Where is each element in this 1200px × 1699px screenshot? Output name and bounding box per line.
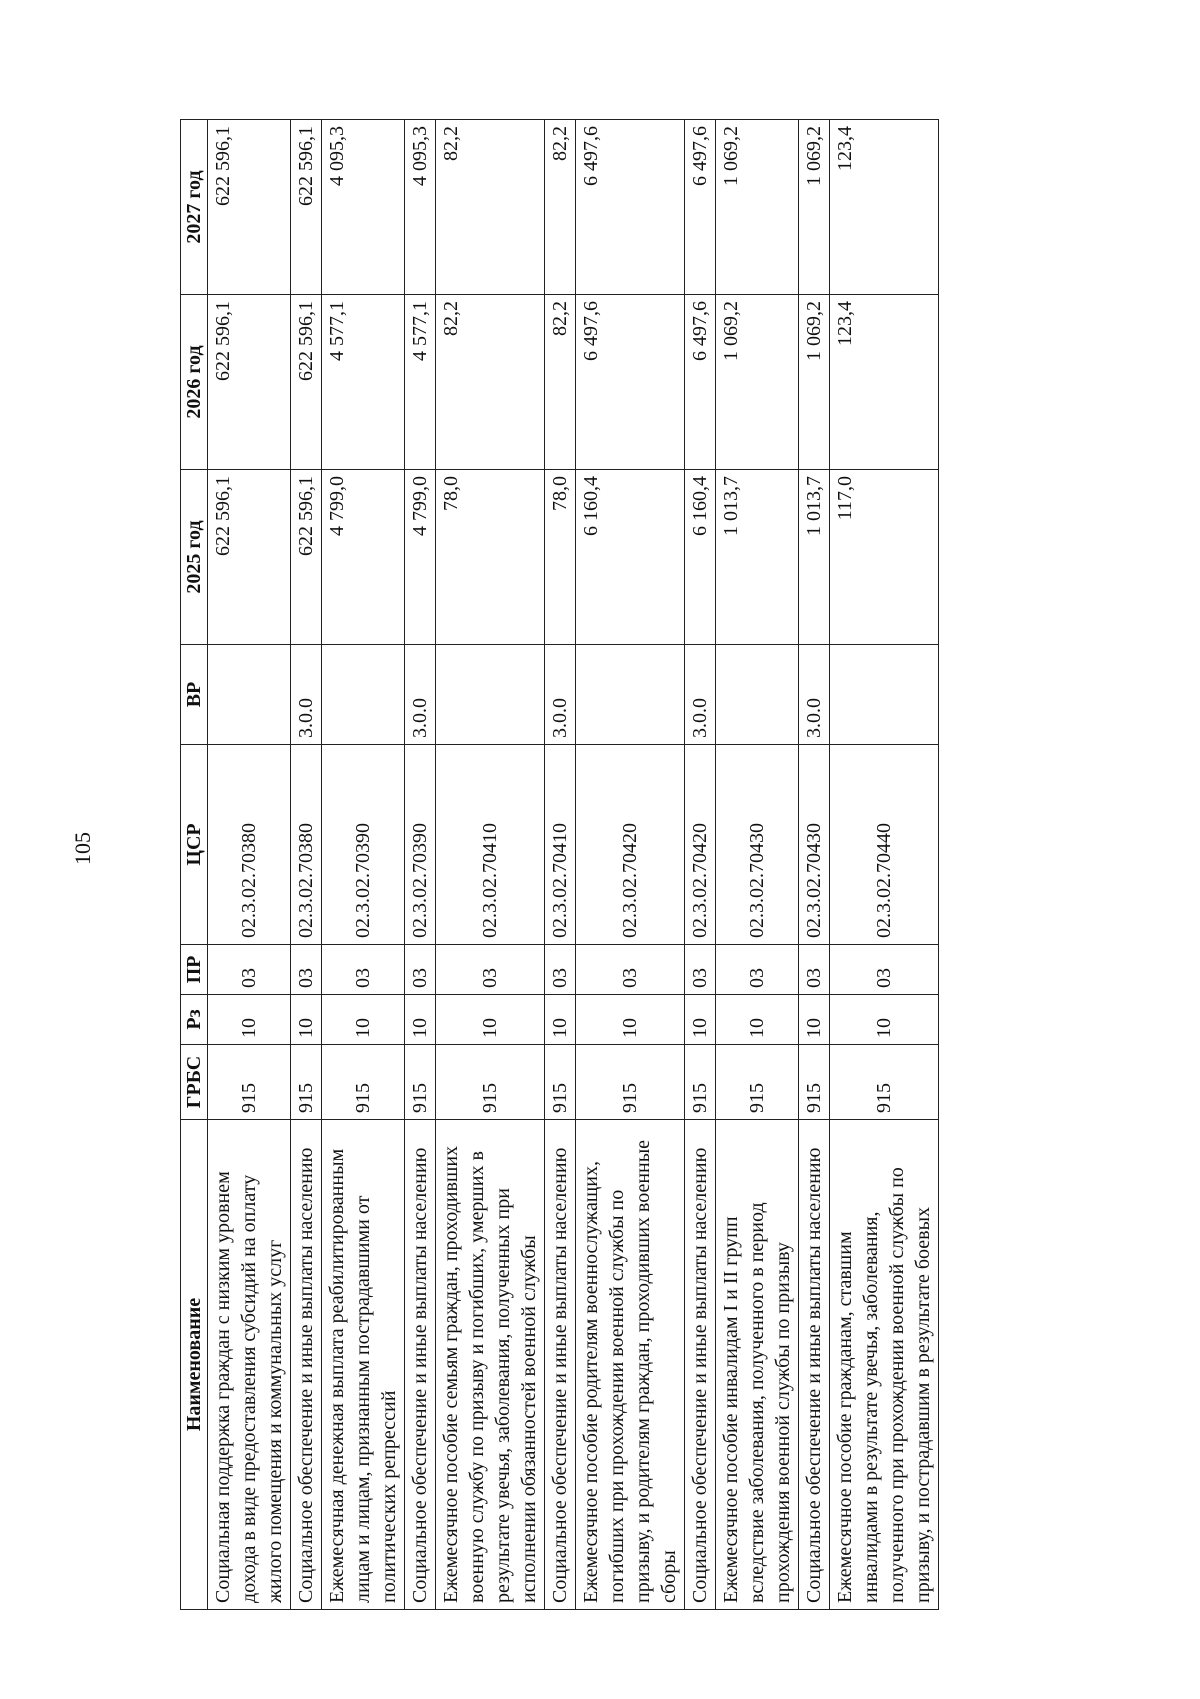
cell-pr: 03	[545, 945, 576, 995]
cell-vr	[436, 645, 545, 745]
cell-pr: 03	[322, 945, 405, 995]
cell-rz: 10	[322, 995, 405, 1045]
cell-pr: 03	[685, 945, 716, 995]
cell-grbs: 915	[436, 1045, 545, 1120]
table-row	[291, 120, 322, 1610]
cell-2025: 1 013,7	[716, 470, 799, 645]
table-row	[436, 120, 545, 1610]
cell-csr: 02.3.02.70380	[291, 745, 322, 945]
cell-grbs: 915	[405, 1045, 436, 1120]
table-row	[545, 120, 576, 1610]
cell-rz: 10	[576, 995, 685, 1045]
table-body	[208, 120, 939, 1610]
budget-table	[180, 119, 939, 1610]
cell-grbs: 915	[208, 1045, 291, 1120]
cell-csr: 02.3.02.70440	[830, 745, 939, 945]
cell-name: Социальное обеспечение и иные выплаты населению	[685, 1120, 716, 1610]
cell-name: Ежемесячная денежная выплата реабилитированным лицам и лицам, признанным пострадавшими от политических репрессий	[322, 1120, 405, 1610]
header-2026: 2026 год	[181, 295, 208, 470]
cell-grbs: 915	[830, 1045, 939, 1120]
cell-pr: 03	[830, 945, 939, 995]
cell-pr: 03	[436, 945, 545, 995]
table-header-row	[181, 120, 208, 1610]
cell-2025: 1 013,7	[799, 470, 830, 645]
cell-name: Ежемесячное пособие родителям военнослужащих, погибших при прохождении военной службы по призыву, и родителям граждан, проходивших военные сборы	[576, 1120, 685, 1610]
table-row	[208, 120, 291, 1610]
cell-2027: 123,4	[830, 120, 939, 295]
header-2025: 2025 год	[181, 470, 208, 645]
cell-vr	[716, 645, 799, 745]
cell-2025: 622 596,1	[208, 470, 291, 645]
table-row	[322, 120, 405, 1610]
cell-2027: 4 095,3	[405, 120, 436, 295]
cell-2025: 622 596,1	[291, 470, 322, 645]
header-vr: ВР	[181, 645, 208, 745]
cell-vr: 3.0.0	[405, 645, 436, 745]
cell-2026: 622 596,1	[291, 295, 322, 470]
header-pr: ПР	[181, 945, 208, 995]
cell-2025: 6 160,4	[576, 470, 685, 645]
cell-csr: 02.3.02.70420	[685, 745, 716, 945]
cell-2025: 6 160,4	[685, 470, 716, 645]
cell-pr: 03	[716, 945, 799, 995]
cell-2027: 6 497,6	[685, 120, 716, 295]
header-csr: ЦСР	[181, 745, 208, 945]
cell-rz: 10	[291, 995, 322, 1045]
cell-csr: 02.3.02.70380	[208, 745, 291, 945]
cell-2026: 82,2	[545, 295, 576, 470]
cell-grbs: 915	[545, 1045, 576, 1120]
cell-pr: 03	[291, 945, 322, 995]
header-2027: 2027 год	[181, 120, 208, 295]
cell-vr	[830, 645, 939, 745]
cell-csr: 02.3.02.70430	[716, 745, 799, 945]
cell-2026: 4 577,1	[405, 295, 436, 470]
cell-csr: 02.3.02.70390	[405, 745, 436, 945]
cell-2027: 82,2	[545, 120, 576, 295]
cell-vr	[208, 645, 291, 745]
cell-2026: 6 497,6	[685, 295, 716, 470]
cell-name: Ежемесячное пособие инвалидам I и II групп вследствие заболевания, полученного в период прохождения военной службы по призыву	[716, 1120, 799, 1610]
cell-name: Социальное обеспечение и иные выплаты населению	[799, 1120, 830, 1610]
cell-name: Социальное обеспечение и иные выплаты населению	[291, 1120, 322, 1610]
cell-2026: 6 497,6	[576, 295, 685, 470]
cell-vr	[322, 645, 405, 745]
cell-pr: 03	[799, 945, 830, 995]
cell-grbs: 915	[576, 1045, 685, 1120]
header-grbs: ГРБС	[181, 1045, 208, 1120]
cell-2027: 1 069,2	[716, 120, 799, 295]
cell-grbs: 915	[322, 1045, 405, 1120]
cell-rz: 10	[685, 995, 716, 1045]
cell-rz: 10	[830, 995, 939, 1045]
table-row	[716, 120, 799, 1610]
table-row	[685, 120, 716, 1610]
cell-vr: 3.0.0	[685, 645, 716, 745]
cell-2027: 1 069,2	[799, 120, 830, 295]
cell-grbs: 915	[716, 1045, 799, 1120]
cell-grbs: 915	[685, 1045, 716, 1120]
cell-2027: 4 095,3	[322, 120, 405, 295]
cell-csr: 02.3.02.70410	[545, 745, 576, 945]
cell-vr	[576, 645, 685, 745]
cell-2025: 4 799,0	[405, 470, 436, 645]
cell-name: Ежемесячное пособие гражданам, ставшим инвалидами в результате увечья, заболевания, полученного при прохождении военной службы по призыву, и пострадавшим в результате боевых	[830, 1120, 939, 1610]
cell-csr: 02.3.02.70430	[799, 745, 830, 945]
cell-2026: 82,2	[436, 295, 545, 470]
cell-2026: 1 069,2	[799, 295, 830, 470]
header-rz: Рз	[181, 995, 208, 1045]
cell-pr: 03	[208, 945, 291, 995]
cell-2026: 4 577,1	[322, 295, 405, 470]
cell-rz: 10	[436, 995, 545, 1045]
cell-rz: 10	[405, 995, 436, 1045]
cell-2027: 622 596,1	[208, 120, 291, 295]
cell-vr: 3.0.0	[545, 645, 576, 745]
cell-2025: 78,0	[545, 470, 576, 645]
cell-2026: 622 596,1	[208, 295, 291, 470]
table-row	[405, 120, 436, 1610]
rotated-budget-table-container	[180, 120, 1110, 1610]
table-row	[799, 120, 830, 1610]
cell-pr: 03	[576, 945, 685, 995]
cell-csr: 02.3.02.70390	[322, 745, 405, 945]
table-row	[830, 120, 939, 1610]
cell-csr: 02.3.02.70410	[436, 745, 545, 945]
cell-name: Социальное обеспечение и иные выплаты населению	[405, 1120, 436, 1610]
cell-name: Социальная поддержка граждан с низким уровнем дохода в виде предоставления субсидий на оплату жилого помещения и коммунальных услуг	[208, 1120, 291, 1610]
cell-pr: 03	[405, 945, 436, 995]
cell-rz: 10	[545, 995, 576, 1045]
cell-name: Социальное обеспечение и иные выплаты населению	[545, 1120, 576, 1610]
cell-csr: 02.3.02.70420	[576, 745, 685, 945]
cell-name: Ежемесячное пособие семьям граждан, проходивших военную службу по призыву и погибших, умерших в результате увечья, заболевания, полученных при исполнении обязанностей военной службы	[436, 1120, 545, 1610]
cell-rz: 10	[208, 995, 291, 1045]
cell-vr: 3.0.0	[291, 645, 322, 745]
cell-grbs: 915	[291, 1045, 322, 1120]
cell-2025: 117,0	[830, 470, 939, 645]
cell-2025: 78,0	[436, 470, 545, 645]
page-number: 105	[70, 832, 95, 865]
cell-2027: 82,2	[436, 120, 545, 295]
cell-grbs: 915	[799, 1045, 830, 1120]
cell-2027: 6 497,6	[576, 120, 685, 295]
cell-2026: 123,4	[830, 295, 939, 470]
header-name: Наименование	[181, 1120, 208, 1610]
cell-vr: 3.0.0	[799, 645, 830, 745]
cell-rz: 10	[799, 995, 830, 1045]
cell-rz: 10	[716, 995, 799, 1045]
cell-2026: 1 069,2	[716, 295, 799, 470]
table-row	[576, 120, 685, 1610]
cell-2027: 622 596,1	[291, 120, 322, 295]
cell-2025: 4 799,0	[322, 470, 405, 645]
